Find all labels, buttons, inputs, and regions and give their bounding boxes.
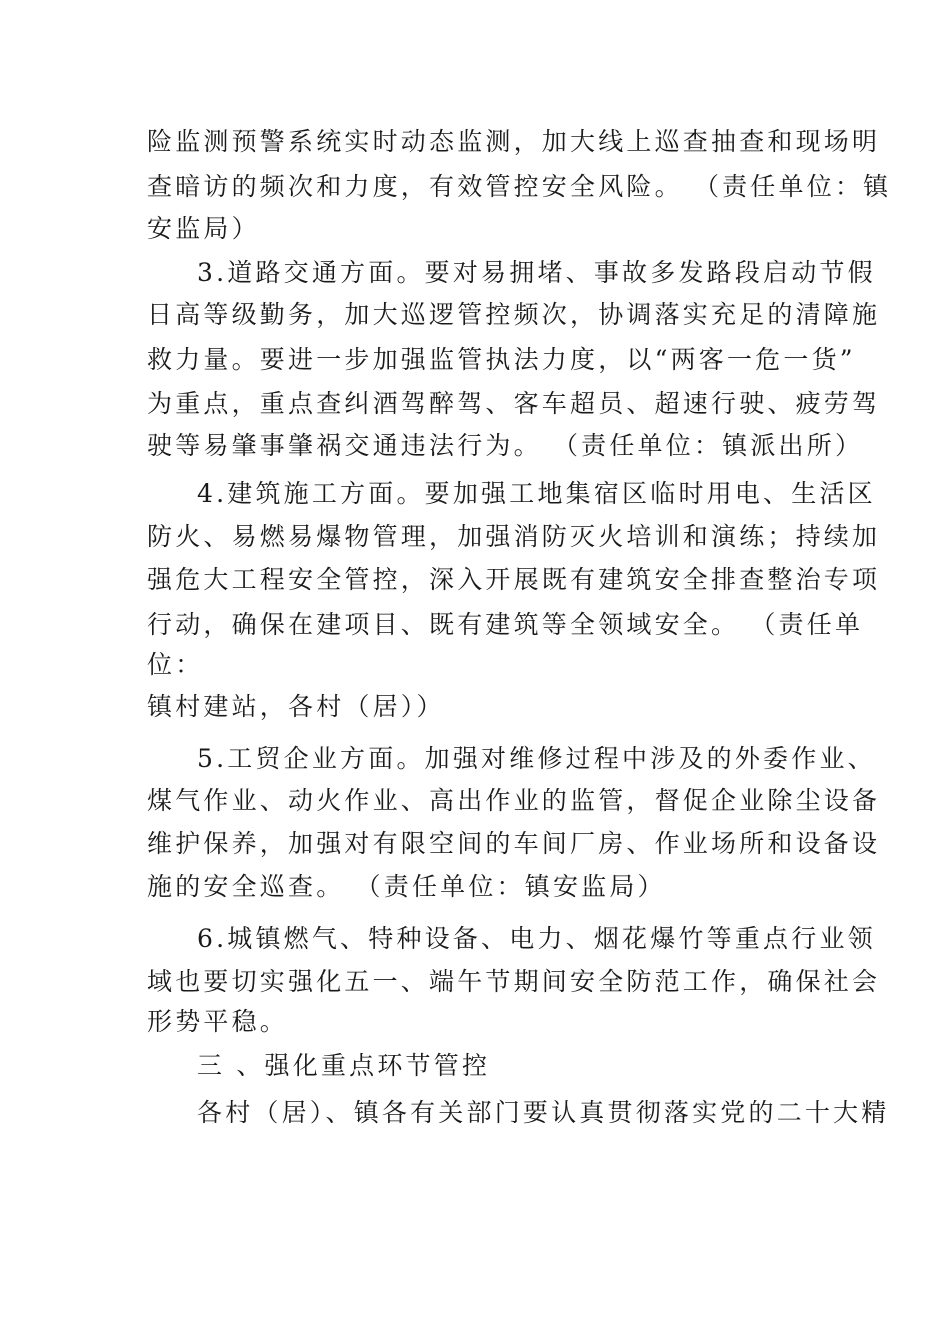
text-line: 域也要切实强化五一、端午节期间安全防范工作，确保社会 (147, 967, 881, 996)
text-line: 6.城镇燃气、特种设备、电力、烟花爆竹等重点行业领 (197, 924, 876, 953)
text-line: 5.工贸企业方面。加强对维修过程中涉及的外委作业、 (197, 744, 876, 773)
text-line: 强危大工程安全管控，深入开展既有建筑安全排查整治专项 (147, 565, 881, 594)
text-line: 形势平稳。 (147, 1007, 289, 1036)
text-line: 镇村建站，各村（居）） (147, 692, 445, 721)
text-line: 安监局） (147, 214, 260, 243)
text-line: 维护保养，加强对有限空间的车间厂房、作业场所和设备设 (147, 829, 881, 858)
text-line: 施的安全巡查。 （责任单位：镇安监局） (147, 872, 666, 901)
text-line: 救力量。要进一步加强监管执法力度，以“两客一危一货” (147, 345, 856, 374)
text-line: 煤气作业、动火作业、高出作业的监管，督促企业除尘设备 (147, 786, 881, 815)
text-line: 防火、易燃易爆物管理，加强消防灭火培训和演练；持续加 (147, 522, 881, 551)
text-line: 行动，确保在建项目、既有建筑等全领域安全。 （责任单 (147, 610, 864, 639)
section-heading: 三 、强化重点环节管控 (197, 1051, 491, 1080)
text-line: 日高等级勤务，加大巡逻管控频次，协调落实充足的清障施 (147, 300, 881, 329)
text-line: 3.道路交通方面。要对易拥堵、事故多发路段启动节假 (197, 258, 876, 287)
text-line: 位： (147, 650, 204, 679)
text-line: 4.建筑施工方面。要加强工地集宿区临时用电、生活区 (197, 479, 876, 508)
text-line: 查暗访的频次和力度，有效管控安全风险。 （责任单位：镇 (147, 172, 892, 201)
text-line: 为重点，重点查纠酒驾醉驾、客车超员、超速行驶、疲劳驾 (147, 389, 881, 418)
text-line: 各村（居）、镇各有关部门要认真贯彻落实党的二十大精 (197, 1098, 890, 1127)
text-line: 驶等易肇事肇祸交通违法行为。 （责任单位：镇派出所） (147, 431, 864, 460)
text-line: 险监测预警系统实时动态监测，加大线上巡查抽查和现场明 (147, 127, 881, 156)
